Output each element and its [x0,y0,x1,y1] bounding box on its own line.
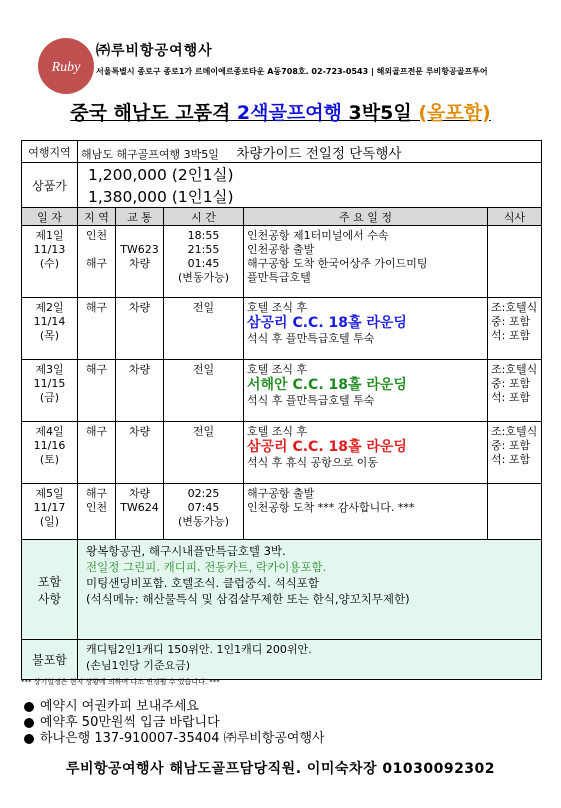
region-line: 해구 [85,487,108,500]
date-line: 제4일 [35,425,64,438]
day-schedule [244,422,488,484]
bullet-item: 하나은행 137-910007-35404 ㈜루비항공여행사 [24,727,325,746]
day-schedule [244,360,488,422]
region-label: 여행지역 [22,141,78,163]
day-region [78,298,116,360]
date-line: 제1일 [35,229,64,242]
bullet-icon [24,718,34,728]
col-time: 시 간 [164,208,244,226]
date-line: (일) [39,515,60,528]
time-line: 07:45 [187,501,220,514]
schedule-line: 해구공항 도착 한국어상주 가이드미팅 [247,257,428,270]
transport-line: 차량 [128,425,151,438]
day-transport [116,422,164,484]
day-time [164,484,244,540]
day-date [22,298,78,360]
page-title [0,98,561,125]
schedule-line: 인천공항 출발 [247,243,315,256]
bullet-item: 예약후 50만원씩 입금 바랍니다 [24,711,220,730]
date-line: 제3일 [35,363,64,376]
col-schedule: 주 요 일 정 [244,208,488,226]
transport-line: TW624 [120,501,159,514]
day-region [78,484,116,540]
date-line: (수) [39,257,60,270]
day-schedule [244,226,488,298]
day-rows [22,226,542,540]
day-row [22,298,542,360]
after-line: 석식 후 플만특급호텔 투숙 [247,332,375,345]
col-transport: 교 통 [116,208,164,226]
schedule-line: 호텔 조식 후 [247,301,308,314]
day-time [164,298,244,360]
region-note: 차량가이드 전일정 단독행사 [236,145,402,162]
footer-contact: 루비항공여행사 해남도골프담당직원. 이미숙차장 01030092302 [65,761,496,777]
excluded-line-2: (손님1인당 기준요금) [86,659,191,672]
transport-line: TW623 [120,243,159,256]
date-line: 11/14 [33,315,66,328]
schedule-line: 호텔 조식 후 [247,425,308,438]
golf-course-label: 삼공리 C.C. 18홀 라운딩 [247,315,407,331]
meals-line: 조:호텔식 [491,301,538,314]
time-line: 21:55 [187,243,220,256]
transport-line: 차량 [128,301,151,314]
excluded-content [78,640,542,680]
price-line-1: 1,200,000 (2인1실) [88,166,234,184]
day-region [78,360,116,422]
schedule-line: 인천공항 제1터미널에서 수속 [247,229,389,242]
bullet-item: 예약시 여권카피 보내주세요 [24,695,199,714]
col-region: 지 역 [78,208,116,226]
day-date [22,360,78,422]
excluded-line-1: 캐디팁2인1캐디 150위안. 1인1캐디 200위안. [86,643,312,656]
day-transport [116,360,164,422]
day-meals [488,360,542,422]
schedule-table [21,140,542,680]
day-date [22,226,78,298]
schedule-line: 해구공항 출발 [247,487,315,500]
day-region [78,422,116,484]
transport-line: 차량 [128,257,151,270]
time-line: (변동가능) [177,271,230,284]
day-date [22,484,78,540]
price-row [22,163,542,208]
transport-line [119,229,160,243]
region-line: 인천 [85,501,108,514]
notice-text: *** 상기일정은 현지 상황에 의하여 다소 변경될 수 있습니다. *** [21,678,220,686]
date-line: (목) [39,329,60,342]
meals-line: 조:호텔식 [491,425,538,438]
col-meals: 식사 [488,208,542,226]
day-row [22,360,542,422]
day-time [164,360,244,422]
day-transport [116,484,164,540]
day-region [78,226,116,298]
day-time [164,422,244,484]
day-meals [488,298,542,360]
date-line: 11/16 [33,439,66,452]
title-middle: 3박5일 [341,102,419,124]
schedule-line: 인천공항 도착 *** 감사합니다. *** [247,501,415,514]
schedule-line: 플만특급호텔 [247,271,311,284]
day-meals [488,226,542,298]
region-line: 해구 [85,425,108,438]
table-header-row [22,208,542,226]
bullet-icon [24,734,34,744]
day-schedule [244,298,488,360]
region-value [78,141,542,163]
included-line-2: 전일정 그린피. 캐디피. 전동카트, 락카이용포함. [86,560,327,574]
meals-line: 석: 포함 [491,391,531,404]
title-prefix: 중국 해남도 고품격 [70,102,237,124]
included-line-4: (석식메뉴: 해산물특식 및 삼겹살무제한 또는 한식,양꼬치무제한) [86,592,410,606]
day-date [22,422,78,484]
price-values [78,163,542,208]
title-included: (올포함) [418,102,491,124]
time-line: 전일 [192,363,215,376]
company-address: 서울특별시 종로구 종로1가 르메이에르종로타운 A동708호. 02-723-0543 | 해외골프전문 루비항공골프투어 [96,67,488,76]
date-line: 11/15 [33,377,66,390]
included-label: 포함 사항 [22,540,78,640]
date-line: 제5일 [35,487,64,500]
day-transport [116,298,164,360]
day-row [22,226,542,298]
meals-line: 중: 포함 [491,315,531,328]
day-row [22,422,542,484]
golf-course-label: 삼공리 C.C. 18홀 라운딩 [247,439,407,455]
price-line-2: 1,380,000 (1인1실) [88,188,234,206]
day-meals [488,422,542,484]
ruby-logo [36,36,96,96]
day-meals [488,484,542,540]
region-line [81,243,112,257]
region-line: 해구 [85,363,108,376]
time-line: 전일 [192,301,215,314]
company-name: ㈜루비항공여행사 [96,43,213,59]
day-schedule [244,484,488,540]
transport-line: 차량 [128,487,151,500]
time-line: 전일 [192,425,215,438]
excluded-row [22,640,542,680]
title-highlight: 2색골프여행 [236,102,342,124]
date-line: (금) [39,391,60,404]
time-line: 18:55 [187,229,220,242]
meals-line: 석: 포함 [491,453,531,466]
excluded-label: 불포함 [22,640,78,680]
bullet-icon [24,702,34,712]
col-date: 일 자 [22,208,78,226]
time-line: 01:45 [187,257,220,270]
price-label: 상품가 [22,163,78,208]
time-line: (변동가능) [177,515,230,528]
region-row [22,141,542,163]
after-line: 석식 후 플만특급호텔 투숙 [247,394,375,407]
after-line: 석식 후 휴식 공항으로 이동 [247,456,378,469]
included-row [22,540,542,640]
day-transport [116,226,164,298]
included-line-3: 미팅샌딩비포함. 호텔조식. 클럽중식. 석식포함 [86,576,320,590]
day-time [164,226,244,298]
meals-line: 조:호텔식 [491,363,538,376]
date-line: 11/13 [33,243,66,256]
meals-line: 석: 포함 [491,329,531,342]
meals-line: 중: 포함 [491,377,531,390]
date-line: 제2일 [35,301,64,314]
region-text: 해남도 해구골프여행 3박5일 [81,147,219,161]
region-line: 인천 [85,229,108,242]
transport-line: 차량 [128,363,151,376]
date-line: 11/17 [33,501,66,514]
region-line: 해구 [85,301,108,314]
meals-line: 중: 포함 [491,439,531,452]
date-line: (토) [39,453,60,466]
included-line-1: 왕복항공권, 해구시내플만특급호텔 3박. [86,544,286,558]
time-line: 02:25 [187,487,220,500]
region-line: 해구 [85,257,108,270]
schedule-line: 호텔 조식 후 [247,363,308,376]
logo-text: Ruby [51,60,81,75]
day-row [22,484,542,540]
included-content [78,540,542,640]
golf-course-label: 서해안 C.C. 18홀 라운딩 [247,377,407,393]
